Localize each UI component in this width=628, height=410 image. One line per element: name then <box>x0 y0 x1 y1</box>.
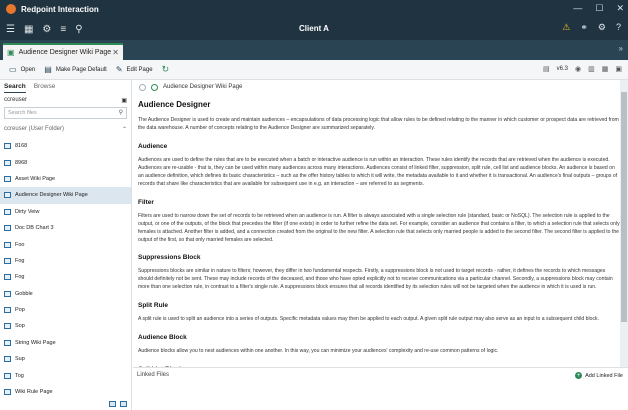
panel-icon[interactable]: ▣ <box>615 66 622 73</box>
version-icon[interactable]: ▤ <box>543 66 550 73</box>
file-icon <box>4 242 11 248</box>
add-linked-file-label: Add Linked File <box>585 372 623 379</box>
list-item[interactable] <box>0 367 131 383</box>
window-titlebar <box>0 0 628 18</box>
sidebar-header <box>0 93 131 105</box>
list-item[interactable] <box>0 302 131 318</box>
search-input[interactable] <box>4 107 127 119</box>
list-item-label: Foo <box>15 241 25 248</box>
app-logo <box>6 4 16 14</box>
tab-bar <box>0 40 628 60</box>
search-placeholder: Search files <box>8 110 37 116</box>
open-button[interactable] <box>9 65 35 74</box>
list-item[interactable] <box>0 236 131 252</box>
filter-icon[interactable]: ⚲ <box>75 23 83 35</box>
user-settings-icon[interactable]: ⚙ <box>597 22 606 32</box>
list-item[interactable] <box>0 384 131 400</box>
wiki-content <box>133 94 628 375</box>
file-icon <box>4 209 11 215</box>
file-icon <box>4 258 11 264</box>
list-item-label: Gobble <box>15 290 33 297</box>
list-item-label: Asset Wiki Page <box>15 175 56 182</box>
list-item-label: Sop <box>15 323 25 330</box>
version-label: v6.3 <box>556 66 569 72</box>
scrollbar-thumb[interactable] <box>621 92 627 322</box>
folder-header[interactable] <box>0 119 131 135</box>
file-icon <box>4 323 11 329</box>
file-icon <box>4 192 11 198</box>
list-item-label: Doc DB Chart 3 <box>15 225 54 232</box>
sidebar-footer <box>109 401 127 407</box>
list-item[interactable] <box>0 204 131 220</box>
list-icon[interactable]: ≡ <box>60 23 67 35</box>
folder-label: ccreuser (User Folder) <box>4 126 65 132</box>
forward-icon[interactable] <box>151 84 158 91</box>
breadcrumb-label: Audience Designer Wiki Page <box>163 84 243 90</box>
edit-page-button[interactable] <box>116 65 153 74</box>
list-item-label: String Wiki Page <box>15 339 56 346</box>
section-body: Filters are used to narrow down the set of records to be retrieved when an audience is run. A filter is always associated with a single selection rule (standard, basic or NoSQL). The selection rule is applied to the output, or one of the outputs, of the block that precedes the filter (if one exists) in order to further refine the data set. For example, consider an audience that contains a filter, to which a selection rule that selects only females is attached. Another filter is added, and a connection created from the original to the new filter. A selection rule that selects only married people is added to the second filter. The second filter is applied to the output of the first, so that only married females are selected. <box>138 212 620 243</box>
file-icon <box>4 340 11 346</box>
list-item-label: Audience Designer Wiki Page <box>15 192 88 199</box>
file-icon <box>4 389 11 395</box>
section-body: Suppressions blocks are similar in nature to filters; however, they differ in two fundamental respects. Firstly, a suppressions block is not used to target records - rather, it defines the records to which messages should definitely not be sent. These may include records of the deceased, and those who have opted explicitly not to receive communications via a particular channel. Secondly, a suppressions block may contain more than one selection rule, in contrast to a filter's single rule. A suppressions block ensures that all records identified by its selection rules will not be targeted when the audience in which it is used is run. <box>138 268 613 291</box>
sidebar-tabs <box>0 80 131 93</box>
plus-icon: + <box>576 372 581 379</box>
page-icon: ▣ <box>7 48 15 57</box>
list-view-icon[interactable] <box>109 401 116 407</box>
file-icon <box>4 307 11 313</box>
add-linked-file-button[interactable] <box>575 372 623 379</box>
chevron-right-icon[interactable]: » <box>618 44 623 53</box>
collapse-chevron-icon[interactable]: ⌃ <box>121 127 127 133</box>
list-item[interactable] <box>0 269 131 285</box>
minimize-icon[interactable]: — <box>573 3 583 13</box>
list-item-label: Sup <box>15 356 25 363</box>
grid-view-icon[interactable] <box>120 401 127 407</box>
account-icon[interactable]: ⚭ <box>580 22 588 32</box>
list-item-label: Pop <box>15 307 25 314</box>
section-heading: Split Rule <box>138 302 168 310</box>
make-page-default-button[interactable] <box>44 65 107 74</box>
file-icon <box>4 291 11 297</box>
list-item[interactable] <box>0 351 131 367</box>
section-heading: Audience Block <box>138 334 187 342</box>
tab-browse[interactable]: Browse <box>33 83 56 90</box>
list-item[interactable] <box>0 220 131 236</box>
section-heading: Audience <box>138 143 168 151</box>
open-icon: ▭ <box>9 65 17 74</box>
list-item[interactable] <box>0 318 131 334</box>
sidebar <box>0 80 132 410</box>
new-folder-icon[interactable]: ▣ <box>121 98 127 104</box>
maximize-icon[interactable]: ☐ <box>595 3 604 13</box>
refresh-icon: ↻ <box>161 64 170 74</box>
columns-icon[interactable]: ▦ <box>601 66 609 73</box>
window-controls <box>573 3 624 14</box>
file-icon <box>4 225 11 231</box>
app-title: Redpoint Interaction <box>21 4 99 14</box>
client-name[interactable]: Client A <box>299 24 329 33</box>
help-icon[interactable]: ? <box>615 22 621 32</box>
eye-icon[interactable]: ◉ <box>575 66 582 73</box>
list-item-selected[interactable] <box>0 187 131 203</box>
file-icon <box>4 176 11 182</box>
grid-icon[interactable]: ▦ <box>23 23 34 35</box>
back-icon[interactable] <box>139 84 146 91</box>
file-icon <box>4 274 11 280</box>
file-icon <box>4 143 11 149</box>
section-heading: Suppressions Block <box>138 254 201 262</box>
file-icon <box>4 160 11 166</box>
tab-search[interactable]: Search <box>4 83 26 93</box>
breadcrumb <box>133 80 628 94</box>
tab-label: Audience Designer Wiki Page <box>18 49 112 56</box>
list-item[interactable] <box>0 138 131 154</box>
tab-close-icon[interactable]: ✕ <box>112 48 119 57</box>
make-default-label: Make Page Default <box>55 66 107 73</box>
top-navigation-bar <box>0 18 628 40</box>
open-label: Open <box>20 66 36 73</box>
toolbar-right-icons <box>543 65 622 73</box>
list-item[interactable] <box>0 335 131 351</box>
list-item[interactable] <box>0 171 131 187</box>
list-item[interactable] <box>0 286 131 302</box>
file-icon <box>4 356 11 362</box>
make-default-icon: ▤ <box>44 65 52 74</box>
section-heading: Filter <box>138 198 154 206</box>
notification-warning-icon[interactable]: ⚠ <box>562 22 571 32</box>
list-item-label: 8168 <box>15 143 28 150</box>
list-item[interactable] <box>0 253 131 269</box>
refresh-button[interactable] <box>162 64 174 75</box>
edit-icon: ✎ <box>115 65 123 74</box>
main-content <box>133 80 628 367</box>
close-icon[interactable]: ✕ <box>616 3 624 13</box>
list-item-label: Fog <box>15 274 25 281</box>
section-body: Audience blocks allow you to nest audiences within one another. In this way, you can minimize your audiences' complexity and re-use common patterns of logic. <box>138 348 499 355</box>
layout-icon[interactable]: ▥ <box>588 66 595 73</box>
linked-files-label: Linked Files <box>137 372 170 378</box>
section-body: Audiences are used to define the rules that are to be executed when a batch or interactive audience is run within an interaction. These rules identify the records that are retrieved when the audience is executed. Audiences are re-usable - that is, they can be used within many audiences across many interactions. Audiences consist of linked filter, suppression, split rule, cell list and audience blocks. An audience is based on an audience definition, which defines its basic characteristics – such as the offer history tables to which it will write, the metadata available to it and whether it is transactional. An audience's final outputs – groups of records that share like characteristics that are available for subsequent use in e.g. an interaction – are referred to as segments. <box>138 157 618 187</box>
file-icon <box>4 373 11 379</box>
settings-icon[interactable]: ⚙ <box>42 23 52 35</box>
list-item-label: Tog <box>15 372 24 379</box>
edit-page-label: Edit Page <box>126 66 153 73</box>
intro-paragraph: The Audience Designer is used to create and maintain audiences – encapsulations of data processing logic that allow rules to be defined relating to the manner in which customer or prospect data are retrieved from the data warehouse. A number of concepts relating to the Audience Designer are summarized separately. <box>138 117 619 132</box>
linked-files-panel <box>133 367 628 410</box>
section-body: A split rule is used to split an audience into a series of outputs. Specific metadata values may then be applied to each output. A given split rule output may also serve as an input to a subsequent child block. <box>138 316 599 323</box>
list-item-label: Wiki Rule Page <box>15 389 53 396</box>
page-title: Audience Designer <box>138 100 211 109</box>
file-list <box>0 138 131 400</box>
list-item[interactable] <box>0 154 131 170</box>
list-item-label: Fog <box>15 257 25 264</box>
hamburger-menu-icon[interactable]: ☰ <box>6 23 15 35</box>
toolbar <box>0 60 628 80</box>
tab-audience-designer-wiki-page[interactable] <box>3 43 123 60</box>
top-right-icons <box>562 22 621 33</box>
sidebar-user: ccreuser <box>4 97 28 103</box>
list-item-label: Dirty Veiw <box>15 208 40 215</box>
list-item-label: 8968 <box>15 159 28 166</box>
vertical-scrollbar[interactable] <box>620 80 628 367</box>
search-icon[interactable]: ⚲ <box>118 110 123 116</box>
